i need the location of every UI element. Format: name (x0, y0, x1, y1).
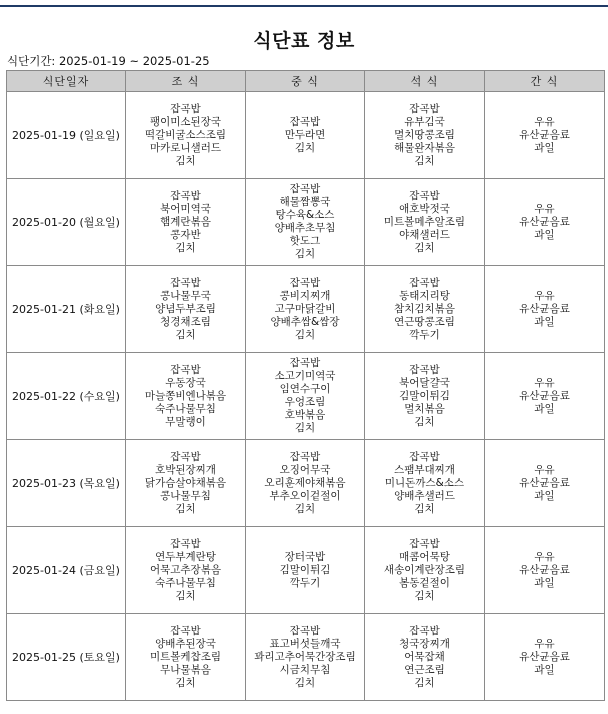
header-row (7, 71, 605, 92)
menu-item: 어묵잡채 (404, 650, 445, 663)
menu-item: 매콤어묵탕 (399, 550, 450, 563)
dinner-cell (365, 179, 485, 266)
menu-item: 참치김치볶음 (394, 302, 455, 315)
menu-item: 김치 (175, 328, 196, 341)
menu-item: 김치 (294, 328, 316, 341)
menu-item: 잡곡밥 (289, 357, 321, 369)
menu-item: 멸치땅콩조림 (394, 128, 455, 141)
menu-item: 잡곡밥 (409, 276, 440, 289)
menu-item: 김치 (294, 248, 316, 260)
lunch-cell (246, 527, 365, 614)
menu-item: 연두부계란탕 (155, 550, 216, 563)
menu-item: 김치 (175, 502, 196, 515)
header-breakfast: 조 식 (126, 71, 246, 92)
menu-item: 양배추샐러드 (394, 489, 455, 502)
menu-item: 김치 (294, 502, 316, 515)
menu-item: 유산균음료 (519, 476, 570, 489)
dinner-cell (365, 614, 485, 701)
menu-item: 잡곡밥 (170, 624, 201, 637)
menu-item: 미니돈까스&소스 (384, 476, 465, 489)
table-row (7, 92, 605, 179)
date-cell: 2025-01-23 (목요일) (7, 440, 126, 527)
menu-item: 애호박젓국 (399, 202, 450, 215)
menu-item: 팽이미소된장국 (149, 115, 221, 128)
menu-item: 유부김국 (404, 115, 445, 128)
menu-item: 시금치무침 (279, 663, 331, 676)
menu-item: 부추오이겉절이 (269, 489, 341, 502)
menu-item: 해물완자볶음 (394, 141, 455, 154)
table-row (7, 527, 605, 614)
menu-item: 과일 (534, 576, 555, 589)
snack-cell (485, 266, 605, 353)
menu-item: 김치 (175, 676, 196, 689)
menu-item: 미트볼케찹조림 (149, 650, 221, 663)
menu-item: 김치 (414, 241, 435, 254)
menu-item: 봄동겉절이 (399, 576, 450, 589)
menu-item: 콩나물무국 (160, 289, 211, 302)
menu-item: 잡곡밥 (409, 537, 440, 550)
menu-item: 김말이튀김 (279, 563, 331, 576)
menu-item: 우유 (534, 202, 555, 215)
table-row (7, 440, 605, 527)
table-row (7, 266, 605, 353)
dinner-cell (365, 92, 485, 179)
lunch-cell (246, 614, 365, 701)
breakfast-cell (126, 353, 246, 440)
meal-table-body (7, 92, 605, 701)
menu-item: 호박볶음 (284, 409, 326, 421)
menu-item: 꽈리고추어묵간장조림 (254, 650, 356, 663)
menu-item: 호박된장찌개 (155, 463, 216, 476)
menu-item: 잡곡밥 (409, 624, 440, 637)
menu-item: 잡곡밥 (170, 363, 201, 376)
menu-item: 잡곡밥 (409, 450, 440, 463)
menu-item: 유산균음료 (519, 650, 570, 663)
breakfast-cell (126, 527, 246, 614)
menu-item: 유산균음료 (519, 302, 570, 315)
date-cell: 2025-01-20 (월요일) (7, 179, 126, 266)
menu-item: 콩자반 (170, 228, 201, 241)
menu-item: 김말이튀김 (399, 389, 450, 402)
menu-item: 유산균음료 (519, 563, 570, 576)
menu-item: 북어달걀국 (399, 376, 450, 389)
breakfast-cell (126, 179, 246, 266)
menu-item: 잡곡밥 (289, 183, 321, 195)
menu-item: 과일 (534, 228, 555, 241)
menu-item: 연근조림 (404, 663, 445, 676)
menu-item: 잡곡밥 (170, 189, 201, 202)
menu-item: 양배추된장국 (155, 637, 216, 650)
snack-cell (485, 614, 605, 701)
menu-item: 오징어무국 (279, 463, 331, 476)
lunch-cell (246, 92, 365, 179)
menu-item: 잡곡밥 (170, 102, 201, 115)
snack-cell (485, 527, 605, 614)
menu-item: 김치 (414, 154, 435, 167)
breakfast-cell (126, 266, 246, 353)
menu-item: 양념두부조림 (155, 302, 216, 315)
dinner-cell (365, 353, 485, 440)
menu-item: 핫도그 (289, 235, 321, 247)
breakfast-cell (126, 614, 246, 701)
menu-item: 숙주나물무침 (155, 576, 216, 589)
menu-item: 우유 (534, 289, 555, 302)
menu-item: 과일 (534, 663, 555, 676)
dinner-cell (365, 527, 485, 614)
menu-item: 새송이계란장조림 (383, 563, 466, 576)
menu-item: 김치 (414, 415, 435, 428)
menu-item: 김치 (414, 502, 435, 515)
menu-item: 닭가슴살야채볶음 (144, 476, 227, 489)
menu-item: 김치 (414, 589, 435, 602)
date-cell: 2025-01-19 (일요일) (7, 92, 126, 179)
menu-item: 김치 (294, 422, 316, 434)
menu-item: 야채샐러드 (399, 228, 450, 241)
menu-item: 과일 (534, 315, 555, 328)
menu-item: 무말랭이 (165, 415, 206, 428)
menu-item: 유산균음료 (519, 128, 570, 141)
menu-item: 우유 (534, 463, 555, 476)
menu-item: 숙주나물무침 (155, 402, 216, 415)
menu-item: 멸치볶음 (404, 402, 445, 415)
menu-item: 표고버섯들깨국 (269, 637, 341, 650)
menu-item: 소고기미역국 (274, 370, 336, 382)
header-lunch: 중 식 (246, 71, 365, 92)
menu-item: 청경채조림 (160, 315, 211, 328)
menu-item: 잡곡밥 (170, 450, 201, 463)
table-row (7, 353, 605, 440)
header-snack: 간 식 (485, 71, 605, 92)
menu-item: 북어미역국 (160, 202, 211, 215)
snack-cell (485, 353, 605, 440)
menu-item: 양배추초무침 (274, 222, 336, 234)
menu-item: 오리훈제야채볶음 (264, 476, 346, 489)
snack-cell (485, 179, 605, 266)
menu-item: 김치 (294, 141, 316, 154)
menu-item: 과일 (534, 402, 555, 415)
menu-item: 김치 (175, 589, 196, 602)
menu-item: 유산균음료 (519, 389, 570, 402)
menu-item: 잡곡밥 (289, 276, 321, 289)
menu-item: 우유 (534, 115, 555, 128)
menu-item: 김치 (175, 241, 196, 254)
menu-item: 잡곡밥 (409, 363, 440, 376)
menu-item: 우유 (534, 550, 555, 563)
lunch-cell (246, 179, 365, 266)
dinner-cell (365, 440, 485, 527)
menu-item: 깍두기 (409, 328, 440, 341)
menu-item: 김치 (175, 154, 196, 167)
menu-item: 마카로니샐러드 (149, 141, 221, 154)
lunch-cell (246, 353, 365, 440)
menu-item: 콩비지찌개 (279, 289, 331, 302)
menu-item: 유산균음료 (519, 215, 570, 228)
menu-item: 양배추쌈&쌈장 (270, 315, 340, 328)
menu-item: 우동장국 (165, 376, 206, 389)
menu-item: 고구마닭갈비 (274, 302, 336, 315)
menu-item: 스팸부대찌개 (394, 463, 455, 476)
date-cell: 2025-01-21 (화요일) (7, 266, 126, 353)
menu-item: 우엉조림 (284, 396, 326, 408)
lunch-cell (246, 440, 365, 527)
top-divider (0, 5, 608, 7)
menu-item: 임연수구이 (279, 383, 331, 395)
menu-item: 김치 (414, 676, 435, 689)
date-cell: 2025-01-22 (수요일) (7, 353, 126, 440)
snack-cell (485, 92, 605, 179)
breakfast-cell (126, 92, 246, 179)
lunch-cell (246, 266, 365, 353)
snack-cell (485, 440, 605, 527)
meal-table (6, 70, 605, 701)
table-row (7, 179, 605, 266)
menu-item: 미트볼메추알조림 (383, 215, 466, 228)
menu-item: 청국장찌개 (399, 637, 450, 650)
menu-item: 마늘쫑비엔나볶음 (144, 389, 227, 402)
menu-item: 해물짬뽕국 (279, 196, 331, 208)
menu-item: 떡갈비굴소스조림 (144, 128, 227, 141)
menu-item: 동태지리탕 (399, 289, 450, 302)
menu-item: 연근땅콩조림 (394, 315, 455, 328)
date-cell: 2025-01-25 (토요일) (7, 614, 126, 701)
menu-item: 무나물볶음 (160, 663, 211, 676)
header-dinner: 석 식 (365, 71, 485, 92)
breakfast-cell (126, 440, 246, 527)
header-date: 식단일자 (7, 71, 126, 92)
menu-item: 장터국밥 (284, 550, 326, 563)
menu-item: 잡곡밥 (289, 115, 321, 128)
menu-item: 햄계란볶음 (160, 215, 211, 228)
page-title: 식단표 정보 (253, 30, 355, 52)
menu-item: 잡곡밥 (409, 102, 440, 115)
menu-item: 잡곡밥 (409, 189, 440, 202)
menu-item: 잡곡밥 (170, 276, 201, 289)
menu-item: 우유 (534, 376, 555, 389)
menu-item: 콩나물무침 (160, 489, 211, 502)
menu-item: 잡곡밥 (170, 537, 201, 550)
menu-item: 어묵고추장볶음 (149, 563, 221, 576)
menu-item: 과일 (534, 141, 555, 154)
menu-item: 깍두기 (289, 576, 321, 589)
menu-item: 잡곡밥 (289, 450, 321, 463)
date-cell: 2025-01-24 (금요일) (7, 527, 126, 614)
dinner-cell (365, 266, 485, 353)
menu-item: 잡곡밥 (289, 624, 321, 637)
table-row (7, 614, 605, 701)
menu-item: 우유 (534, 637, 555, 650)
menu-item: 탕수육&소스 (275, 209, 335, 221)
menu-item: 김치 (294, 676, 316, 689)
menu-item: 과일 (534, 489, 555, 502)
meal-period: 식단기간: 2025-01-19 ~ 2025-01-25 (7, 54, 210, 68)
menu-item: 만두라면 (284, 128, 326, 141)
